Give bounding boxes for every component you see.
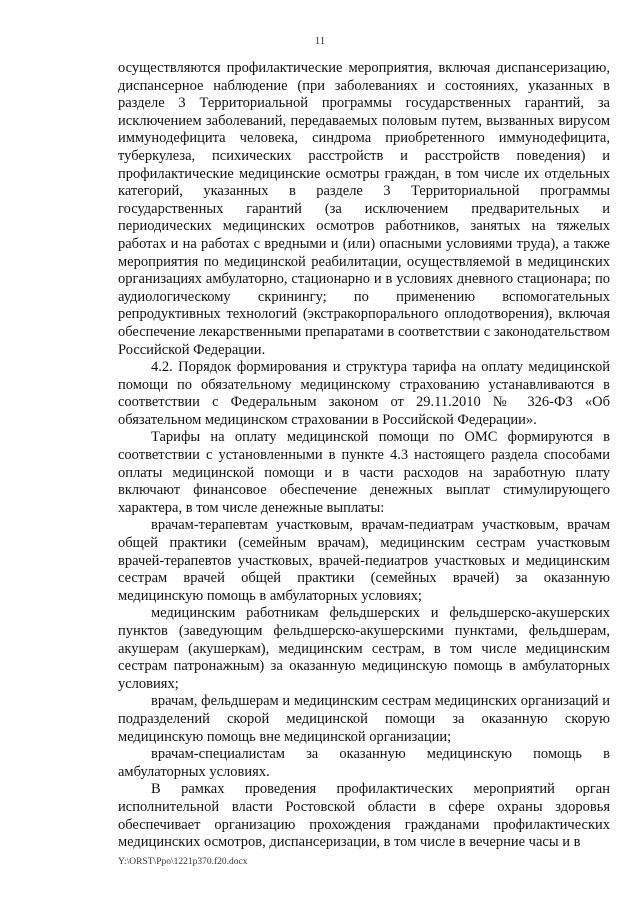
page-number: 11 bbox=[314, 35, 326, 47]
footer-file-path: Y:\ORST\Ppo\1221p370.f20.docx bbox=[118, 857, 248, 867]
list-item-therapists: врачам-терапевтам участковым, врачам-педиатрам участковым, врачам общей практики (семейным врачам), медицинским сестрам участковым врачей-терапевтов участковых, врачей-педиатров участковых и медицинским сестрам врачей общей практики (семейных врачей) за оказанную медицинскую помощь в амбулаторных условиях; bbox=[118, 517, 610, 604]
paragraph-tariffs: Тарифы на оплату медицинской помощи по ОМС формируются в соответствии с установленными в пункте 4.3 настоящего раздела способами оплаты медицинской помощи и в части расходов на заработную плату включают финансовое обеспечение денежных выплат стимулирующего характера, в том числе денежные выплаты: bbox=[118, 429, 610, 516]
paragraph-preventive: В рамках проведения профилактических мероприятий орган исполнительной власти Ростовской области в сфере охраны здоровья обеспечивает организацию прохождения гражданами профилактических медицинских осмотров, диспансеризации, в том числе в вечерние часы и в bbox=[118, 781, 610, 851]
list-item-ambulance: врачам, фельдшерам и медицинским сестрам медицинских организаций и подразделений скорой медицинской помощи за оказанную скорую медицинскую помощь вне медицинской организации; bbox=[118, 693, 610, 745]
document-body bbox=[118, 60, 610, 852]
paragraph-continuation: осуществляются профилактические мероприятия, включая диспансеризацию, диспансерное наблюдение (при заболеваниях и состояниях, указанных в разделе 3 Территориальной программы государственных гарантий, за исключением заболеваний, передаваемых половым путем, вызванных вирусом иммунодефицита человека, синдрома приобретенного иммунодефицита, туберкулеза, психических расстройств и расстройств поведения) и профилактические медицинские осмотры граждан, в том числе их отдельных категорий, указанных в разделе 3 Территориальной программы государственных гарантий (за исключением предварительных и периодических медицинских осмотров работников, занятых на тяжелых работах и на работах с вредными и (или) опасными условиями труда), а также мероприятия по медицинской реабилитации, осуществляемой в медицинских организациях амбулаторно, стационарно и в условиях дневного стационара; по аудиологическому скринингу; по применению вспомогательных репродуктивных технологий (экстракорпорального оплодотворения), включая обеспечение лекарственными препаратами в соответствии с законодательством Российской Федерации. bbox=[118, 60, 610, 358]
paragraph-4-2: 4.2. Порядок формирования и структура тарифа на оплату медицинской помощи по обязательному медицинскому страхованию устанавливаются в соответствии с Федеральным законом от 29.11.2010 № 326-ФЗ «Об обязательном медицинском страховании в Российской Федерации». bbox=[118, 359, 610, 428]
list-item-specialists: врачам-специалистам за оказанную медицинскую помощь в амбулаторных условиях. bbox=[118, 746, 610, 780]
list-item-feldsher-points: медицинским работникам фельдшерских и фельдшерско-акушерских пунктов (заведующим фельдшерско-акушерскими пунктами, фельдшерам, акушерам (акушеркам), медицинским сестрам, в том числе медицинским сестрам патронажным) за оказанную медицинскую помощь в амбулаторных условиях; bbox=[118, 605, 610, 692]
